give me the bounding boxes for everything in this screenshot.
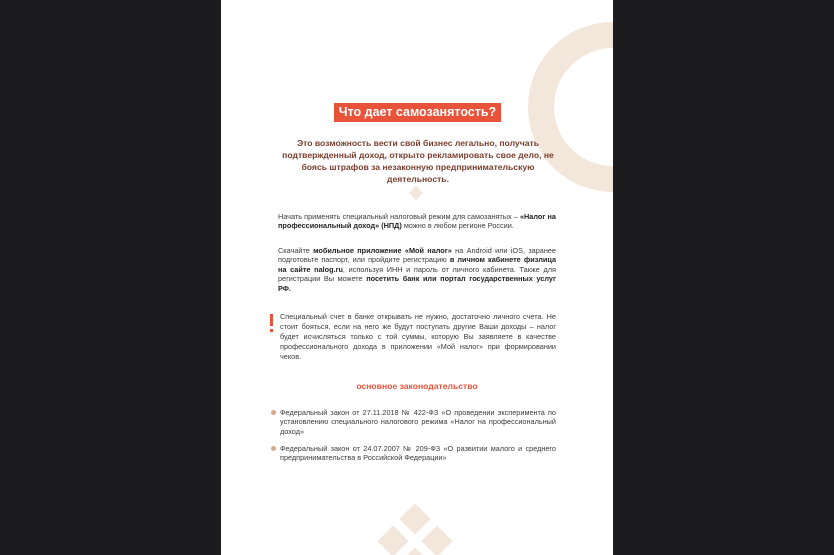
law-item xyxy=(280,444,556,463)
registration-bank-portal: посетить банк или портал государственных услуг РФ. xyxy=(278,274,556,293)
intro-text: Это возможность вести свой бизнес легально, получать подтвержденный доход, открыто рекламировать свое дело, не боясь штрафов за незаконную предпринимательскую деятельность. xyxy=(282,138,554,184)
paragraph-registration xyxy=(278,246,556,293)
exclamation-icon xyxy=(270,314,273,326)
registration-text-e: , используя ИНН и пароль от личного кабинета. Также для регистрации Вы можете xyxy=(278,264,556,284)
callout-note xyxy=(280,312,556,362)
paragraph-npd-bold: «Налог на профессиональный доход» (НПД) xyxy=(278,212,556,231)
page-title: Что дает самозанятость? xyxy=(334,103,501,122)
paragraph-npd-text-a: Начать применять специальный налоговый режим для самозанятых – xyxy=(278,212,520,221)
bullet-icon xyxy=(271,446,276,451)
legislation-heading: основное законодательство xyxy=(356,381,478,391)
document-page xyxy=(221,0,613,555)
law-item-text: Федеральный закон от 27.11.2018 № 422-ФЗ «О проведении эксперимента по установлению специального налогового режима «Налог на профессиональный доход» xyxy=(280,408,556,436)
paragraph-npd-text-c: можно в любом регионе России. xyxy=(401,221,514,231)
registration-nalog-cabinet: в личном кабинете физлица на сайте nalog.ru xyxy=(278,255,557,274)
registration-app-name: мобильное приложение «Мой налог» xyxy=(313,246,452,255)
registration-text-a: Скачайте xyxy=(278,246,314,255)
paragraph-npd xyxy=(278,212,556,231)
decorative-diamond xyxy=(377,525,408,555)
exclamation-dot xyxy=(270,329,273,332)
callout-text: Специальный счет в банке открывать не нужно, достаточно личного счета. Не стоит бояться, если на него же будут поступать другие Ваши доходы – налог будет исчисляться только с той суммы, которую Вы заявляете в качестве профессионального дохода в приложении «Мой налог» при формировании чеков. xyxy=(280,312,556,361)
decorative-diamond xyxy=(421,525,452,555)
law-item xyxy=(280,408,556,436)
decorative-diamond xyxy=(399,503,430,534)
decorative-diamond xyxy=(399,547,430,555)
registration-text-c: на Android или iOS, заранее подготовьте паспорт, или пройдите регистрацию xyxy=(278,246,556,265)
law-item-text: Федеральный закон от 24.07.2007 № 209-ФЗ «О развитии малого и среднего предпринимательства в Российской Федерации» xyxy=(280,444,556,463)
bullet-icon xyxy=(271,410,276,415)
decorative-diamond xyxy=(409,186,423,200)
